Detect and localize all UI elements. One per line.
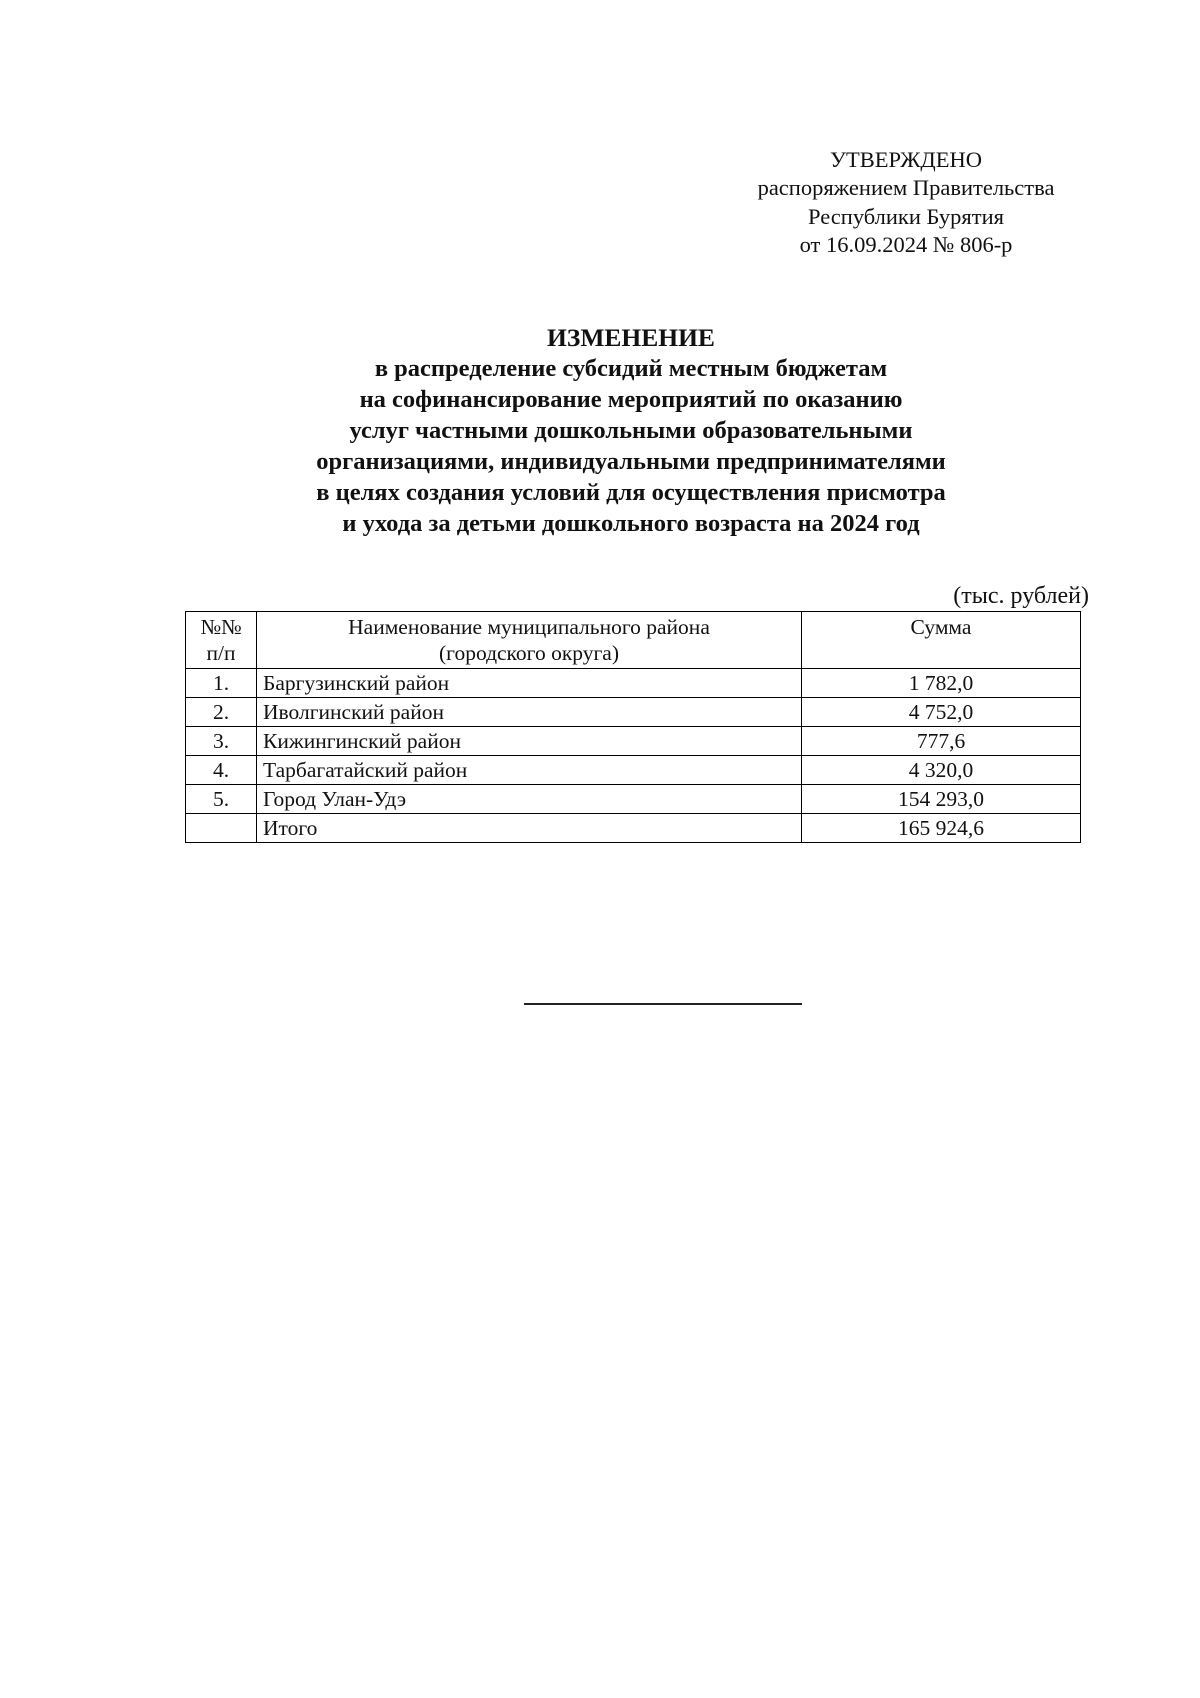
header-number-line2: п/п xyxy=(206,641,236,665)
table-row xyxy=(186,756,1081,785)
document-title xyxy=(190,322,1072,539)
header-number xyxy=(186,612,257,669)
approval-issuer: распоряжением Правительства xyxy=(757,175,1055,201)
row-sum: 154 293,0 xyxy=(802,785,1081,814)
row-number: 2. xyxy=(186,698,257,727)
approval-heading: УТВЕРЖДЕНО xyxy=(830,147,982,172)
header-number-line1: №№ xyxy=(200,615,242,639)
title-line: в целях создания условий для осуществления присмотра xyxy=(316,479,946,506)
row-sum: 777,6 xyxy=(802,727,1081,756)
end-divider xyxy=(524,1003,802,1005)
header-sum: Сумма xyxy=(802,612,1081,669)
table-row xyxy=(186,669,1081,698)
title-line: организациями, индивидуальными предпринимателями xyxy=(316,448,946,475)
row-number: 5. xyxy=(186,785,257,814)
title-line: в распределение субсидий местным бюджетам xyxy=(374,355,888,382)
row-district: Кижингинский район xyxy=(257,727,802,756)
row-sum: 4 320,0 xyxy=(802,756,1081,785)
table-header-row xyxy=(186,612,1081,669)
row-number: 4. xyxy=(186,756,257,785)
title-line: услуг частными дошкольными образовательными xyxy=(349,417,913,444)
row-district: Город Улан-Удэ xyxy=(257,785,802,814)
title-line: и ухода за детьми дошкольного возраста на 2024 год xyxy=(342,510,920,537)
total-label: Итого xyxy=(257,814,802,843)
row-district: Баргузинский район xyxy=(257,669,802,698)
table-total-row xyxy=(186,814,1081,843)
units-note: (тыс. рублей) xyxy=(953,583,1089,609)
approval-republic: Республики Бурятия xyxy=(808,203,1004,229)
approval-date-number: от 16.09.2024 № 806-р xyxy=(799,231,1013,257)
header-name-line1: Наименование муниципального района xyxy=(348,615,710,639)
total-sum: 165 924,6 xyxy=(802,814,1081,843)
table-row xyxy=(186,727,1081,756)
header-district-name xyxy=(257,612,802,669)
row-sum: 1 782,0 xyxy=(802,669,1081,698)
row-number: 3. xyxy=(186,727,257,756)
total-number xyxy=(186,814,257,843)
title-line: на софинансирование мероприятий по оказанию xyxy=(359,386,903,413)
table-row xyxy=(186,785,1081,814)
row-sum: 4 752,0 xyxy=(802,698,1081,727)
row-number: 1. xyxy=(186,669,257,698)
header-name-line2: (городского округа) xyxy=(439,641,619,665)
table-row xyxy=(186,698,1081,727)
subsidy-table xyxy=(185,611,1081,843)
title-heading: ИЗМЕНЕНИЕ xyxy=(547,323,715,352)
row-district: Тарбагатайский район xyxy=(257,756,802,785)
approval-stamp xyxy=(736,146,1076,259)
row-district: Иволгинский район xyxy=(257,698,802,727)
